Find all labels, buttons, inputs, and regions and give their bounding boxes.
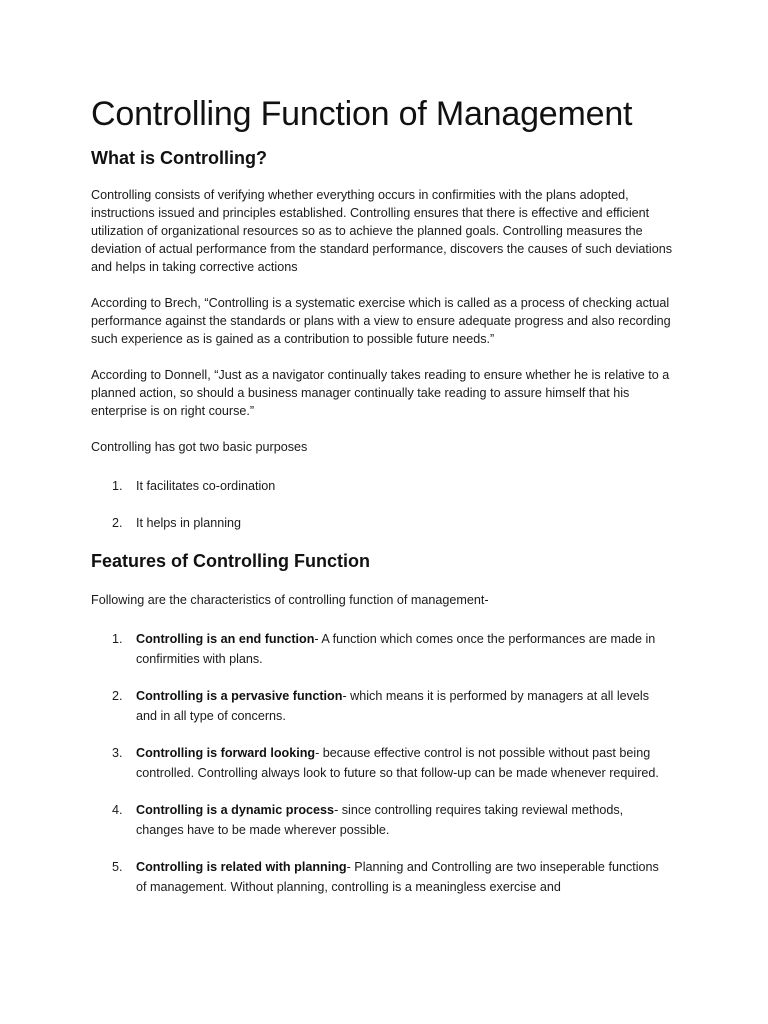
list-item [91,743,671,783]
paragraph-features-intro: Following are the characteristics of controlling function of management- [91,593,489,607]
features-list [91,629,671,897]
list-item [91,629,671,669]
list-number: 2. [112,516,123,530]
page-title: Controlling Function of Management [91,95,633,133]
feature-description: - because effective control is not possible without past being controlled. Controlling always look to future so that follow-up can be made whenever required. [136,746,659,780]
feature-title: Controlling is a pervasive function [136,689,343,703]
list-number: 1. [112,479,123,493]
list-item [91,476,691,496]
purposes-list [91,476,691,533]
feature-title: Controlling is forward looking [136,746,316,760]
list-item-text: It helps in planning [136,516,242,530]
section-heading-what-is-controlling: What is Controlling? [91,148,267,168]
list-item [91,686,671,726]
list-number: 1. [112,632,123,646]
feature-description: - A function which comes once the performances are made in confirmities with plans. [136,632,656,666]
list-item [91,513,691,533]
paragraph-definition: Controlling consists of verifying whether everything occurs in confirmities with the plans adopted, instructions issued and principles established. Controlling ensures that there is effective and efficient utilization of organizational resources so as to achieve the planned goals. Controlling measures the deviation of actual performance from the standard performance, discovers the causes of such deviations and helps in taking corrective actions [91,188,673,274]
section-heading-features: Features of Controlling Function [91,551,370,571]
feature-title: Controlling is a dynamic process [136,803,335,817]
feature-title: Controlling is an end function [136,632,315,646]
list-number: 4. [112,803,123,817]
list-item [91,800,671,840]
feature-description: - which means it is performed by managers at all levels and in all type of concerns. [136,689,650,723]
list-item [91,857,671,897]
paragraph-donnell-quote: According to Donnell, “Just as a navigator continually takes reading to ensure whether he is relative to a planned action, so should a business manager continually take reading to assure himself that his enterprise is on right course.” [91,368,670,418]
paragraph-purposes-intro: Controlling has got two basic purposes [91,440,308,454]
paragraph-brech-quote: According to Brech, “Controlling is a systematic exercise which is called as a process of checking actual performance against the standards or plans with a view to ensure adequate progress and also recording such experience as is gained as a contribution to possible future needs.” [91,296,671,346]
list-number: 5. [112,860,123,874]
feature-description: - Planning and Controlling are two inseperable functions of management. Without planning, controlling is a meaningless exercise and [136,860,659,894]
list-number: 3. [112,746,123,760]
document-page [91,92,691,897]
list-number: 2. [112,689,123,703]
feature-title: Controlling is related with planning [136,860,347,874]
feature-description: - since controlling requires taking reviewal methods, changes have to be made wherever possible. [136,803,624,837]
list-item-text: It facilitates co-ordination [136,479,276,493]
